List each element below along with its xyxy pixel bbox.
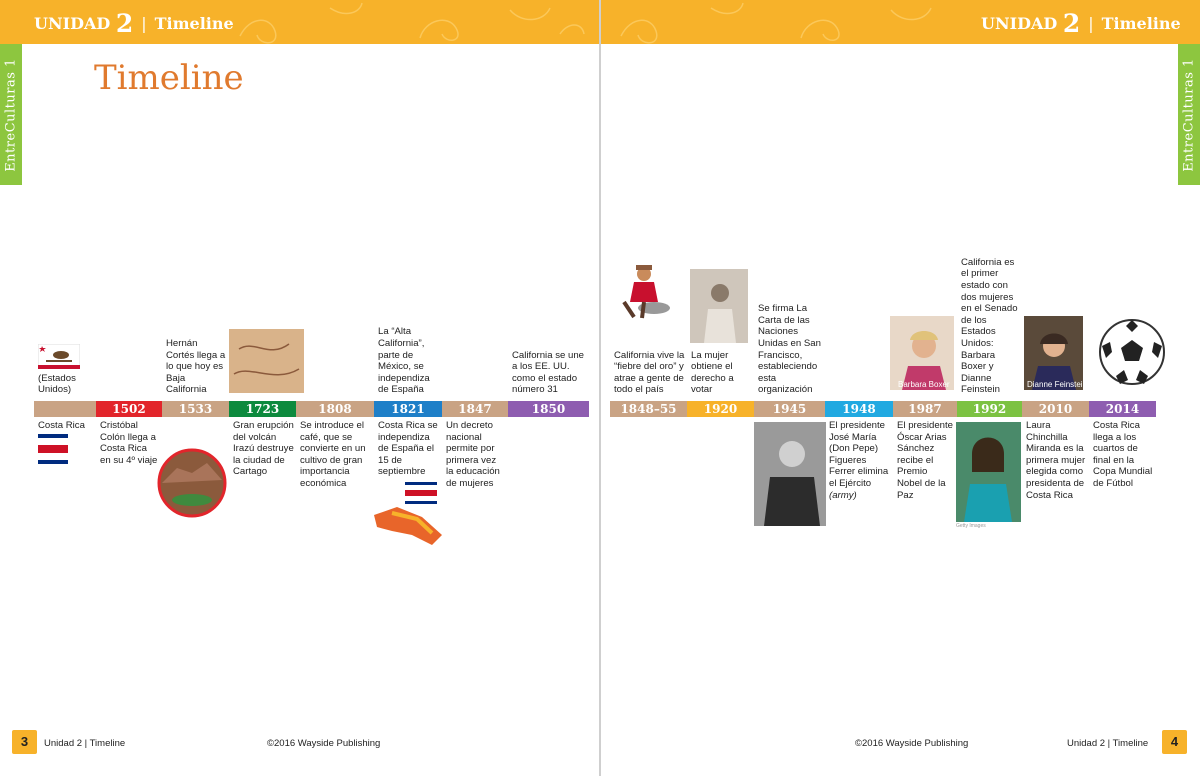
timeline-below-0 (38, 420, 94, 432)
timeline-below-14 (1026, 420, 1087, 501)
timeline-year-9: 1920 (687, 401, 754, 417)
boxer-photo-icon (890, 316, 954, 390)
timeline-above-0: (Estados Unidos) (38, 372, 76, 396)
getty-credit: Getty Images (956, 523, 986, 529)
suffragette-photo-icon (690, 269, 748, 343)
timeline-year-11: 1948 (825, 401, 893, 417)
timeline-year-5: 1821 (374, 401, 442, 417)
timeline-year-1: 1502 (96, 401, 162, 417)
timeline-below-text: Gran erupción del volcán Irazú destruye la ciudad de Cartago (233, 420, 294, 478)
timeline-below-text: Laura Chinchilla Miranda es la primera mujer elegida como presidenta de Costa Rica (1026, 420, 1086, 501)
page-title: Timeline (94, 58, 244, 98)
timeline-year-0 (34, 401, 96, 417)
timeline-above-13: California es el primer estado con dos mujeres en el Senado de los Estados Unidos: Barbara Boxer y Dianne Feinstein (961, 256, 1018, 396)
footer-copyright-left: ©2016 Wayside Publishing (267, 738, 381, 749)
timeline-below-text: Se introduce el café, que se convierte en un cultivo de gran importancia económica (300, 420, 366, 489)
soccer-ball-icon (1098, 318, 1166, 386)
timeline-year-10: 1945 (754, 401, 825, 417)
timeline-below-3 (233, 420, 294, 478)
costa-rica-map-icon (372, 505, 444, 547)
timeline-below-5 (378, 420, 440, 478)
feinstein-photo-icon (1024, 316, 1083, 390)
boxer-caption: Barbara Boxer (898, 380, 950, 389)
header-bar-left (0, 0, 599, 44)
timeline-below-text: Costa Rica se independiza de España el 15 de septiembre (378, 420, 438, 478)
timeline-year-3: 1723 (229, 401, 296, 417)
timeline-year-2: 1533 (162, 401, 229, 417)
timeline-year-6: 1847 (442, 401, 508, 417)
timeline-year-12: 1987 (893, 401, 957, 417)
timeline-below-text: El presidente Óscar Arias Sánchez recibe el Premio Nobel de la Paz (897, 420, 953, 501)
side-tab-left: EntreCulturas 1 (0, 44, 22, 185)
side-tab-right: EntreCulturas 1 (1178, 44, 1200, 185)
timeline-below-text: El presidente José María (Don Pepe) Figueres Ferrer elimina el Ejército (829, 420, 889, 489)
page-gutter (599, 0, 601, 776)
timeline-above-5: La “Alta California”, parte de México, se independiza de España (378, 326, 430, 396)
timeline-below-text: Costa Rica llega a los cuartos de final en la Copa Mundial de Fútbol (1093, 420, 1153, 489)
timeline-above-8: California vive la “fiebre del oro” y atrae a gente de todo el país (614, 349, 685, 396)
page-number-left: 3 (12, 730, 37, 754)
timeline-year-4: 1808 (296, 401, 374, 417)
page-number-right: 4 (1162, 730, 1187, 754)
timeline-below-text: Costa Rica (38, 420, 85, 431)
timeline-below-italic: (army) (829, 489, 857, 501)
footer-copyright-right: ©2016 Wayside Publishing (855, 738, 969, 749)
gold-miner-icon (614, 262, 676, 320)
timeline-year-7: 1850 (508, 401, 589, 417)
chinchilla-photo-icon (956, 422, 1021, 522)
timeline-below-15 (1093, 420, 1154, 490)
timeline-above-7: California se une a los EE. UU. como el estado número 31 (512, 349, 584, 396)
header-bar-right (601, 0, 1200, 44)
irazu-volcano-icon (157, 448, 227, 518)
california-flag-icon (38, 344, 80, 369)
old-map-icon (229, 329, 304, 393)
timeline-above-10: Se firma La Carta de las Naciones Unidas en San Francisco, estableciendo esta organización (758, 303, 821, 396)
timeline-below-11 (829, 420, 891, 501)
timeline-above-2: Hernán Cortés llega a lo que hoy es Baja California (166, 338, 226, 396)
timeline-below-6 (446, 420, 506, 490)
timeline-below-12 (897, 420, 955, 501)
costa-rica-flag-icon (405, 482, 437, 504)
footer-section-left: Unidad 2 | Timeline (44, 738, 126, 749)
unit-label-right: UNIDAD 2 | Timeline (981, 9, 1181, 38)
timeline-below-text: Un decreto nacional permite por primera vez la educación de mujeres (446, 420, 500, 489)
costa-rica-flag-icon (38, 434, 68, 464)
timeline-below-1 (100, 420, 160, 466)
timeline-year-13: 1992 (957, 401, 1022, 417)
timeline-year-14: 2010 (1022, 401, 1089, 417)
timeline-above-9: La mujer obtiene el derecho a votar (691, 349, 734, 396)
timeline-year-8: 1848–55 (610, 401, 687, 417)
timeline-below-text: Cristóbal Colón llega a Costa Rica en su 4º viaje (100, 420, 158, 466)
unit-label-left: UNIDAD 2 | Timeline (34, 9, 234, 38)
timeline-below-4 (300, 420, 372, 490)
feinstein-caption: Dianne Feinstein (1027, 380, 1088, 389)
figueres-photo-icon (754, 422, 826, 526)
footer-section-right: Unidad 2 | Timeline (1067, 738, 1149, 749)
timeline-year-15: 2014 (1089, 401, 1156, 417)
